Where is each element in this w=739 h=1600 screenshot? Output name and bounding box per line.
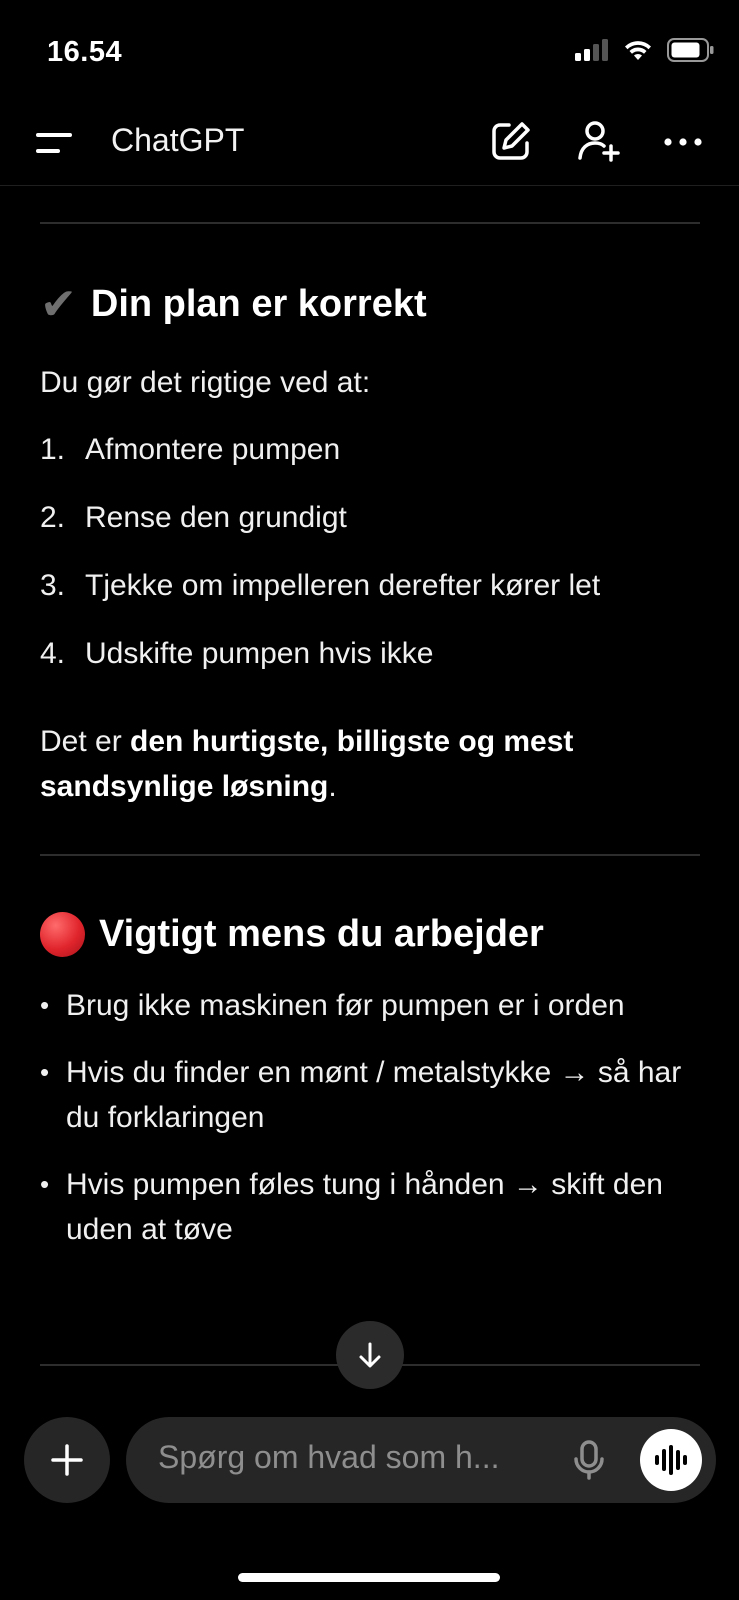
bullet-icon: • (40, 990, 50, 1020)
list-item (40, 1050, 700, 1140)
heading-text: Vigtigt mens du arbejder (99, 913, 544, 955)
heading-text: Din plan er korrekt (90, 283, 427, 325)
new-chat-button[interactable] (488, 118, 534, 164)
bullet-icon: • (40, 1057, 50, 1087)
arrow-down-icon (355, 1340, 385, 1370)
list-item (40, 495, 700, 540)
message-input-placeholder: Spørg om hvad som h... (158, 1439, 500, 1475)
menu-icon (36, 128, 76, 160)
list-number: 4. (40, 637, 66, 670)
intro-text: Du gør det rigtige ved at: (40, 366, 371, 399)
cellular-signal-icon (575, 39, 609, 61)
new-chat-icon (488, 118, 534, 164)
check-icon: ✔ (40, 280, 77, 329)
voice-waveform-icon (653, 1445, 689, 1475)
list-text: Hvis du finder en mønt / metalstykke → så har du forklaringen (66, 1056, 682, 1134)
conclusion-text (40, 719, 700, 809)
home-indicator[interactable] (238, 1573, 500, 1582)
list-number: 3. (40, 569, 66, 602)
scroll-to-bottom-button[interactable] (336, 1321, 404, 1389)
microphone-icon (566, 1437, 612, 1483)
more-icon (660, 118, 706, 164)
list-text: Afmontere pumpen (85, 433, 341, 466)
section-divider (40, 222, 700, 224)
red-circle-icon (40, 912, 85, 957)
plus-icon (50, 1443, 84, 1477)
list-text: Udskifte pumpen hvis ikke (85, 637, 434, 670)
menu-button[interactable] (36, 128, 76, 160)
composer (0, 1415, 739, 1505)
section-heading (40, 279, 700, 330)
status-time: 16.54 (47, 36, 123, 68)
list-item (40, 563, 700, 608)
voice-mode-button[interactable] (640, 1429, 702, 1491)
status-bar (0, 0, 739, 100)
list-number: 1. (40, 433, 66, 466)
app-title[interactable]: ChatGPT (111, 122, 245, 158)
conclusion-bold: den hurtigste, billigste og mest sandsynlige løsning (40, 725, 574, 803)
bullet-icon: • (40, 1169, 50, 1199)
conclusion-prefix: Det er (40, 725, 131, 758)
list-item (40, 631, 700, 676)
attach-button[interactable] (24, 1417, 110, 1503)
battery-icon (667, 38, 715, 62)
list-item (40, 983, 700, 1028)
app-header (0, 100, 739, 186)
dictate-button[interactable] (566, 1437, 612, 1483)
list-item (40, 1162, 700, 1252)
section-divider (40, 854, 700, 856)
add-person-button[interactable] (575, 118, 621, 164)
conclusion-suffix: . (328, 770, 337, 803)
list-text: Hvis pumpen føles tung i hånden → skift den uden at tøve (66, 1168, 663, 1246)
add-person-icon (575, 118, 621, 164)
list-text: Tjekke om impelleren derefter kører let (85, 569, 601, 602)
more-options-button[interactable] (660, 118, 706, 164)
status-icons (575, 38, 715, 62)
message-input[interactable] (126, 1417, 716, 1503)
list-text: Brug ikke maskinen før pumpen er i orden (66, 989, 625, 1022)
list-text: Rense den grundigt (85, 501, 347, 534)
section-heading (40, 912, 700, 957)
assistant-message (40, 185, 700, 1252)
list-number: 2. (40, 501, 66, 534)
wifi-icon (623, 39, 653, 61)
list-item (40, 427, 700, 472)
